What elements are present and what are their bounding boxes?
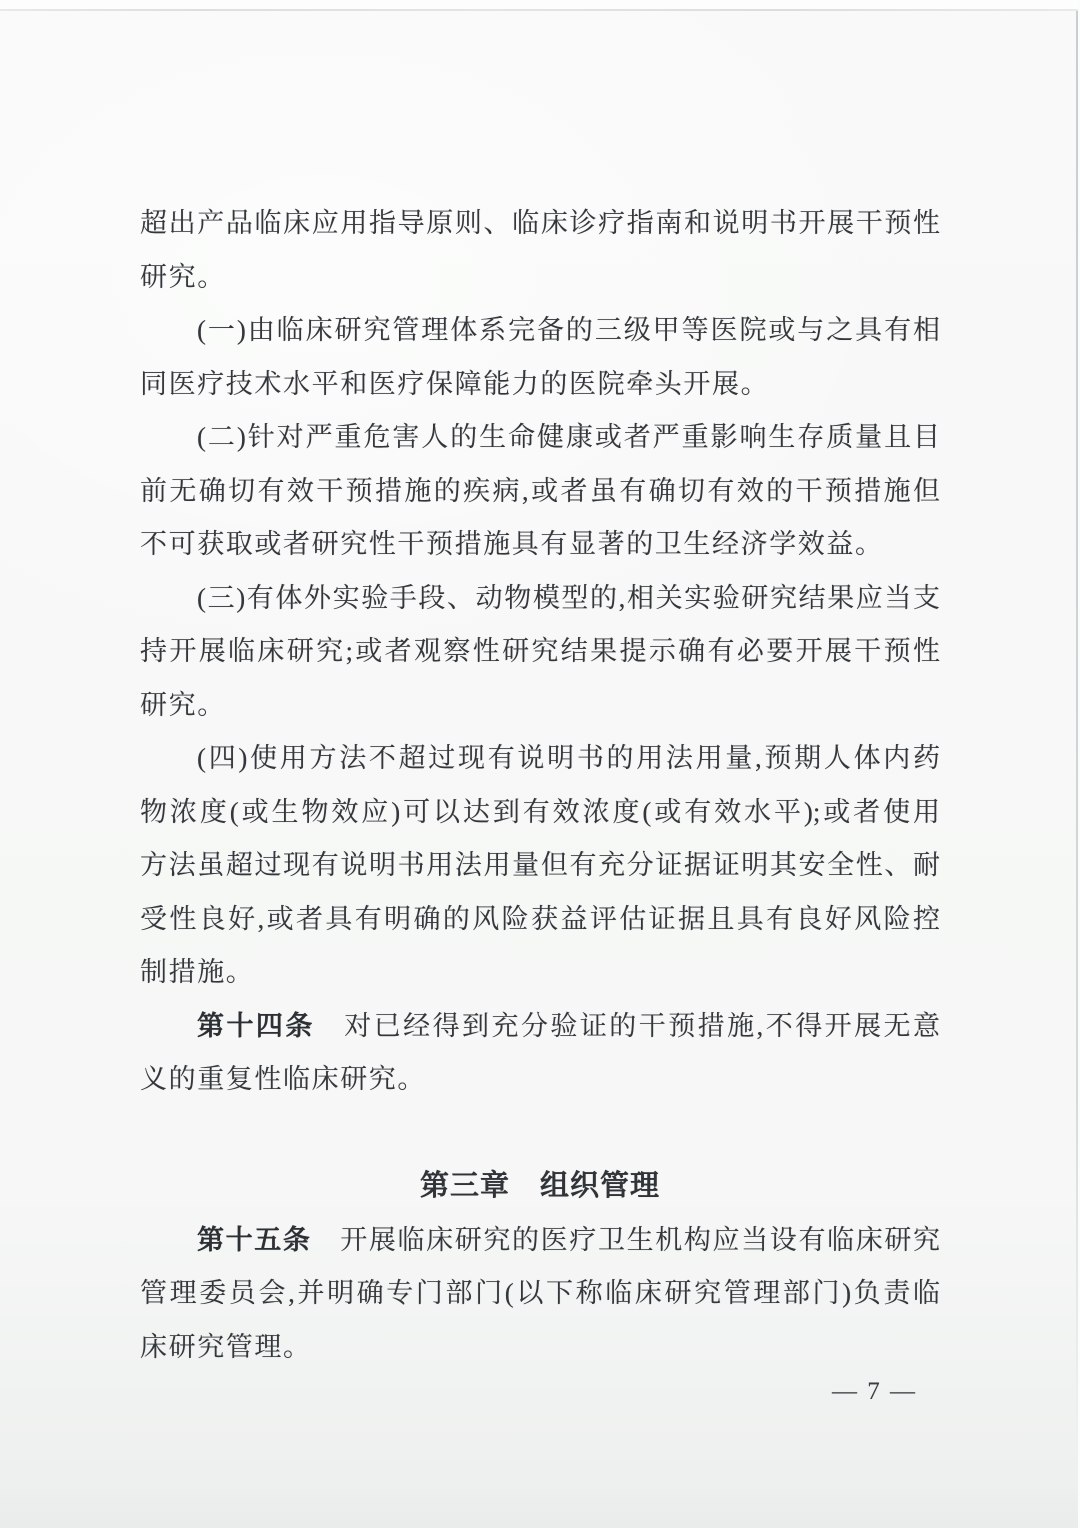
document-line: 受性良好,或者具有明确的风险获益评估证据且具有良好风险控 (140, 903, 940, 934)
page-number: — 7 — (832, 1378, 917, 1405)
document-line: 制措施。 (140, 957, 255, 987)
document-line: 不可获取或者研究性干预措施具有显著的卫生经济学效益。 (140, 529, 884, 559)
document-line: 管理委员会,并明确专门部门(以下称临床研究管理部门)负责临 (140, 1278, 940, 1308)
document-line: 第十五条 开展临床研究的医疗卫生机构应当设有临床研究 (197, 1224, 941, 1255)
article-number: 第十五条 (197, 1224, 312, 1255)
scan-artifact-top-line (0, 9, 1080, 11)
document-line: 同医疗技术水平和医疗保障能力的医院牵头开展。 (140, 368, 770, 399)
document-line: (四)使用方法不超过现有说明书的用法用量,预期人体内药 (197, 743, 940, 773)
document-line: 床研究管理。 (140, 1331, 312, 1362)
document-line: 持开展临床研究;或者观察性研究结果提示确有必要开展干预性 (140, 636, 940, 666)
blank-line (140, 1107, 940, 1161)
document-line: 研究。 (140, 261, 226, 292)
document-line: 义的重复性临床研究。 (140, 1064, 426, 1094)
document-line: 前无确切有效干预措施的疾病,或者虽有确切有效的干预措施但 (140, 475, 940, 506)
document-line: 方法虽超过现有说明书用法用量但有充分证据证明其安全性、耐 (140, 850, 940, 880)
document-line: 物浓度(或生物效应)可以达到有效浓度(或有效水平);或者使用 (140, 796, 940, 827)
scan-top-margin (0, 0, 1080, 9)
document-line: (三)有体外实验手段、动物模型的,相关实验研究结果应当支 (197, 582, 940, 613)
document-body (140, 197, 940, 1374)
document-line: 第十四条 对已经得到充分验证的干预措施,不得开展无意 (197, 1010, 941, 1041)
document-line: 研究。 (140, 689, 226, 720)
document-line: (一)由临床研究管理体系完备的三级甲等医院或与之具有相 (197, 315, 940, 345)
article-number: 第十四条 (197, 1010, 315, 1041)
document-line: (二)针对严重危害人的生命健康或者严重影响生存质量且目 (197, 422, 940, 452)
document-line: 超出产品临床应用指导原则、临床诊疗指南和说明书开展干预性 (140, 208, 940, 238)
chapter-heading: 第三章 组织管理 (419, 1170, 660, 1202)
